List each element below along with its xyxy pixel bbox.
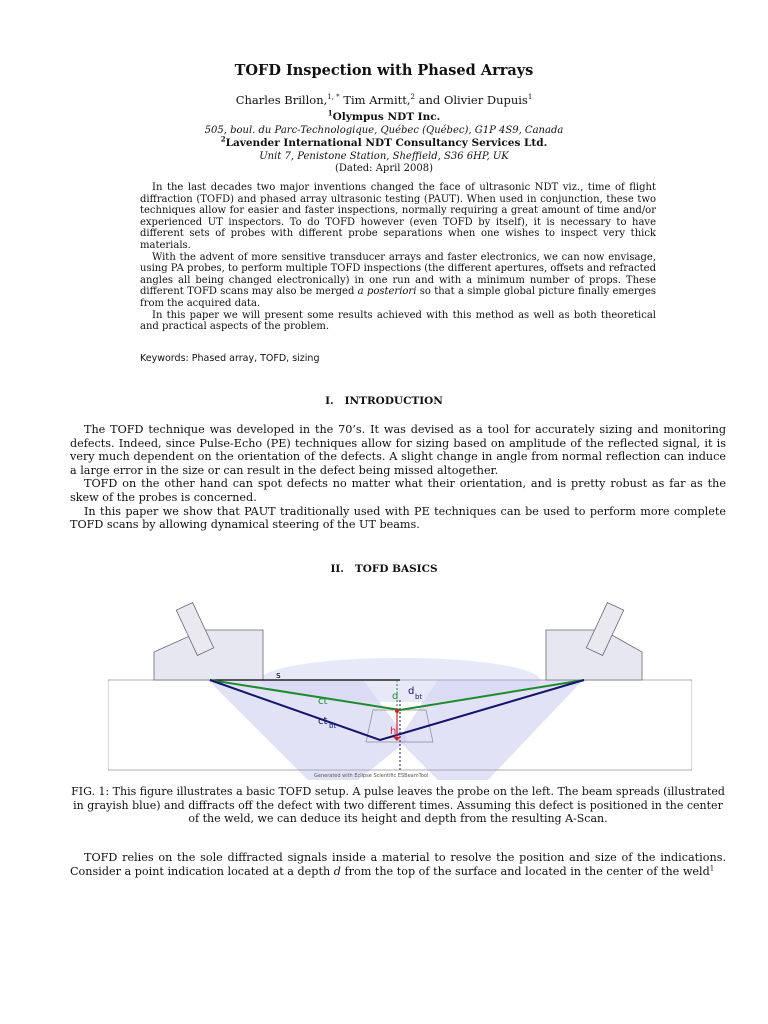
section-1-number: I. xyxy=(325,395,334,407)
basics-p1-start: TOFD relies on the sole diffracted signals inside a material to resolve the position and size of the indications. Consider a point indication located at a depth xyxy=(70,851,726,878)
author-3-sup: 1 xyxy=(527,93,533,102)
abstract-p2-start: With the advent of more sensitive transducer arrays and faster electronics, we can now envisage, using PA probes, to perform multiple TOFD inspections (the different apertures, offsets and refracted angles all being changed electronically) in one run and with a minimum number of props. These different TOFD scans may also be merged xyxy=(140,251,656,298)
figure-1-caption: FIG. 1: This figure illustrates a basic TOFD setup. A pulse leaves the probe on the left. The beam spreads (illustrated in grayish blue) and diffracts off the defect with two different times. Assuming this defect is positioned in the center of the weld, we can deduce its height and depth from the resulting A-Scan. xyxy=(71,785,725,825)
basics-p1-variable: d xyxy=(333,864,341,878)
tofd-basics-body xyxy=(70,851,726,878)
section-2-title: TOFD BASICS xyxy=(354,563,438,575)
intro-paragraph-2: TOFD on the other hand can spot defects no matter what their orientation, and is pretty robust as far as the skew of the probes is concerned. xyxy=(70,477,726,504)
author-1: Charles Brillon, xyxy=(235,93,328,107)
section-heading-tofd-basics xyxy=(0,563,768,575)
label-d: d xyxy=(392,691,399,702)
author-line xyxy=(0,93,768,107)
author-1-sup: 1, * xyxy=(327,93,340,102)
label-s: s xyxy=(276,671,281,681)
abstract-paragraph-2 xyxy=(140,252,656,310)
affiliation-2-name-text: Lavender International NDT Consultancy Services Ltd. xyxy=(225,137,548,149)
author-2-sup: 2 xyxy=(410,93,415,102)
section-1-title: INTRODUCTION xyxy=(344,395,443,407)
label-d-bt-sub: bt xyxy=(415,693,423,701)
section-heading-introduction xyxy=(0,395,768,407)
affiliation-2-address: Unit 7, Penistone Station, Sheffield, S36 6HP, UK xyxy=(259,151,509,162)
affiliation-1-sup: 1 xyxy=(327,108,333,118)
dated-line: (Dated: April 2008) xyxy=(334,163,434,174)
keywords: Keywords: Phased array, TOFD, sizing xyxy=(140,353,320,364)
author-3: Olivier Dupuis xyxy=(443,93,528,107)
paper-title: TOFD Inspection with Phased Arrays xyxy=(234,62,534,79)
intro-paragraph-3: In this paper we show that PAUT traditionally used with PE techniques can be used to perform more complete TOFD scans by allowing dynamical steering of the UT beams. xyxy=(70,504,726,532)
basics-paragraph-1 xyxy=(70,851,726,878)
tofd-diagram xyxy=(108,600,692,780)
footnote-marker-1: 1 xyxy=(709,863,715,872)
affiliation-1-name xyxy=(0,108,768,123)
intro-paragraph-1: The TOFD technique was developed in the 70’s. It was devised as a tool for accurately sizing and monitoring defects. Indeed, since Pulse-Echo (PE) techniques allow for sizing based on amplitude of the reflected signal, it is very much dependent on the orientation of the defects. A slight change in angle from normal reflection can induce a large error in the size or can result in the defect being missed altogether. xyxy=(70,423,726,477)
label-ct-bt: ct xyxy=(318,716,328,727)
author-2: Tim Armitt, xyxy=(343,93,411,107)
label-ct: ct xyxy=(318,696,328,707)
label-h: h xyxy=(390,726,397,737)
defect-top-marker xyxy=(395,709,399,713)
affiliation-1-name-text: Olympus NDT Inc. xyxy=(332,111,441,123)
affiliation-1-address: 505, boul. du Parc-Technologique, Québec (Québec), G1P 4S9, Canada xyxy=(204,125,564,136)
section-2-number: II. xyxy=(330,563,344,575)
abstract-p2-end: so that a simple global picture finally emerges from the acquired data. xyxy=(140,286,656,309)
introduction-body xyxy=(70,423,726,532)
affiliation-2-sup: 2 xyxy=(220,134,226,144)
abstract-p2-emphasis: a posteriori xyxy=(357,286,417,298)
label-d-bt: d xyxy=(408,686,415,697)
affiliation-2-name xyxy=(0,134,768,149)
basics-p1-end: from the top of the surface and located in the center of the weld xyxy=(344,864,710,878)
abstract-paragraph-1: In the last decades two major inventions changed the face of ultrasonic NDT viz., time of flight diffraction (TOFD) and phased array ultrasonic testing (PAUT). When used in conjunction, these two techniques allow for easier and faster inspections, normally requiring a great amount of time and/or experienced UT inspectors. To do TOFD however (even TOFD by itself), it is necessary to have different sets of probes with different probe separations when one wishes to inspect very thick materials. xyxy=(140,182,656,251)
abstract-paragraph-3: In this paper we will present some results achieved with this method as well as both theoretical and practical aspects of the problem. xyxy=(140,309,656,333)
figure-1-tofd-setup xyxy=(108,600,692,784)
abstract xyxy=(140,182,656,333)
author-and: and xyxy=(418,93,441,107)
figure-credit: Generated with Eclipse Scientific ESBeamTool xyxy=(314,773,429,779)
label-ct-bt-sub: bt xyxy=(329,722,337,730)
